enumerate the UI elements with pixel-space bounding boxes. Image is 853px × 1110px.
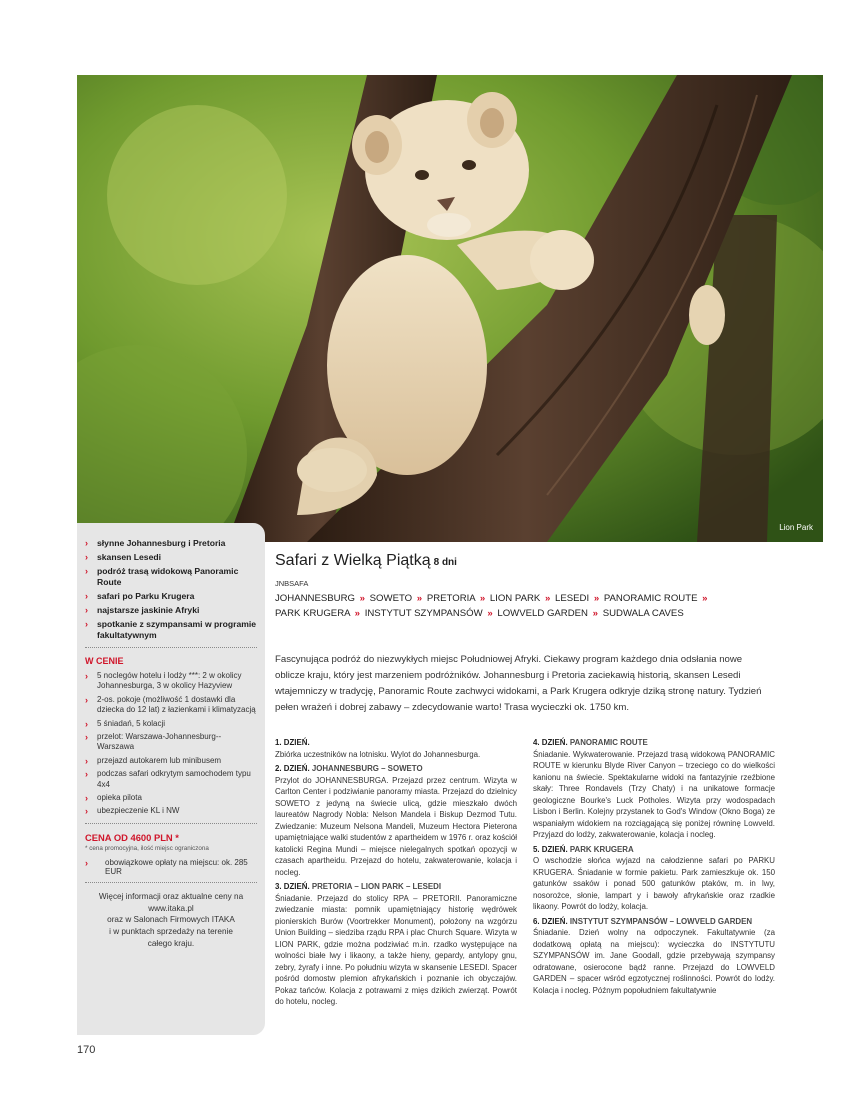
chevron-right-icon: › (85, 566, 88, 576)
day-description: Śniadanie. Dzień wolny na odpoczynek. Fakultatywnie (za dodatkową opłatą na miejscu): wycieczka do INSTYTUTU SZYMPANSÓW im. Jane Goodall, gdzie przebywają szympansy odratowane, osierocone bądź ranne. Przejazd do LOWVELD GARDEN – spacer wśród egzotycznej roślinności. Powrót do lodży. Kolacja i nocleg. Późnym popołudniem fakultatywnie (533, 928, 775, 995)
itinerary-right-column (533, 737, 775, 999)
chevron-right-icon: › (85, 591, 88, 601)
day-label: 5. DZIEŃ. (533, 844, 568, 854)
route-separator: » (592, 608, 599, 619)
route-stop: LION PARK (489, 593, 541, 604)
included-item: › podczas safari odkrytym samochodem typu 4x4 (85, 769, 251, 789)
day-name: JOHANNESBURG – SOWETO (309, 764, 423, 773)
day-name: INSTYTUT SZYMPANSÓW – LOWVELD GARDEN (567, 916, 753, 926)
day-label: 2. DZIEŃ. (275, 764, 310, 773)
price: CENA OD 4600 PLN * (85, 831, 179, 843)
day-label: 6. DZIEŃ. (533, 916, 568, 926)
included-item: › 5 śniadań, 5 kolacji (85, 718, 166, 729)
included-title: W CENIE (85, 656, 124, 666)
route-separator: » (359, 593, 365, 604)
highlight-item: › spotkanie z szympansami w programie fakultatywnym (85, 619, 257, 640)
route-stop: LESEDI (555, 593, 590, 604)
info-box: Więcej informacji oraz aktualne ceny na www.itaka.pl oraz w Salonach Firmowych ITAKA i w punktach sprzedaży na terenie całego kraju. (77, 891, 265, 950)
page-number: 170 (77, 1044, 96, 1056)
route-separator: » (593, 593, 600, 604)
day-heading (275, 881, 517, 893)
included-item: › przelot: Warszawa-Johannesburg--Warszawa (85, 732, 222, 752)
photo-credit: Lion Park (779, 523, 813, 532)
chevron-right-icon: › (85, 806, 88, 817)
highlights-list (77, 523, 265, 641)
chevron-right-icon: › (85, 732, 88, 743)
chevron-right-icon: › (85, 694, 88, 705)
included-list (77, 671, 265, 817)
sidebar (77, 523, 265, 1035)
hero-photo (77, 75, 823, 542)
included-item: › 2-os. pokoje (możliwość 1 dostawki dla dziecka do 12 lat) z łazienkami i klimatyzacją (85, 694, 256, 715)
page-title: Safari z Wielką Piątką 8 dni (275, 552, 457, 569)
highlight-item: › safari po Parku Krugera (85, 591, 195, 601)
itinerary-day (275, 881, 517, 1008)
itinerary-day (275, 737, 517, 760)
day-heading (533, 844, 775, 856)
lion-cub-image (77, 75, 823, 542)
day-heading (275, 763, 517, 775)
route-stop: PARK KRUGERA (275, 608, 350, 619)
included-item: › opieka pilota (85, 793, 142, 804)
route-stop: PRETORIA (426, 593, 476, 604)
day-label: 4. DZIEŃ. (533, 738, 568, 747)
route-stop: SUDWALA CAVES (602, 608, 684, 619)
chevron-right-icon: › (85, 857, 88, 868)
chevron-right-icon: › (85, 793, 88, 804)
day-heading (533, 737, 775, 749)
divider (85, 647, 257, 648)
chevron-right-icon: › (85, 718, 88, 729)
price-note: * cena promocyjna, ilość miejsc ograniczona (85, 844, 209, 852)
chevron-right-icon: › (85, 552, 88, 562)
route-stop: INSTYTUT SZYMPANSÓW (364, 608, 483, 619)
tour-code: JNBSAFA (275, 579, 309, 588)
duration: 8 dni (433, 557, 457, 568)
chevron-right-icon: › (85, 619, 88, 629)
intro-paragraph: Fascynująca podróż do niezwykłych miejsc Południowej Afryki. Ciekawy program każdego dnia odsłania nowe oblicze kraju, który jest marzeniem podróżników. Johannesburg i Pretoria zaciekawią historią, skansen Lesedi wtajemniczy w tradycję, Panoramic Route zachwyci widokami, a Park Krugera odkryje dziką stronę natury. Tydzień pełen wrażeń i dobrej zabawy – zdecydowanie warto! Trasa wycieczki ok. 1750 km. (275, 654, 762, 713)
route-stop: JOHANNESBURG (275, 593, 355, 604)
extra-fees: › obowiązkowe opłaty na miejscu: ok. 285 EUR (85, 857, 248, 876)
chevron-right-icon: › (85, 671, 88, 681)
itinerary-day (275, 763, 517, 878)
chevron-right-icon: › (85, 605, 88, 615)
day-heading (275, 737, 517, 749)
included-item: › 5 noclegów hotelu i lodży ***: 2 w okolicy Johannesburga, 3 w okolicy Hazyview (85, 671, 242, 691)
route-separator: » (354, 608, 361, 619)
route (275, 591, 775, 621)
route-stop: LOWVELD GARDEN (497, 608, 588, 619)
highlight-item: › podróż trasą widokową Panoramic Route (85, 566, 239, 587)
day-label: 3. DZIEŃ. (275, 882, 310, 891)
itinerary-day (533, 844, 775, 913)
day-heading (533, 916, 775, 928)
day-label: 1. DZIEŃ. (275, 738, 310, 747)
route-separator: » (487, 608, 493, 619)
route-stop: PANORAMIC ROUTE (603, 593, 698, 604)
chevron-right-icon: › (85, 769, 88, 780)
day-name: PRETORIA – LION PARK – LESEDI (309, 882, 442, 891)
included-item: › przejazd autokarem lub minibusem (85, 755, 222, 766)
route-separator: » (416, 593, 423, 604)
day-name: PANORAMIC ROUTE (567, 738, 648, 747)
day-description: Śniadanie. Przejazd do stolicy RPA – PRETORII. Panoramiczne zwiedzanie miasta: pomnik upamiętniający historię wędrówek pionierskich Burów (Voortrekker Monument), położony na wzgórzu Union Building – siedziba rządu RPA i plac Church Square. Wizyta w LION PARK, gdzie można podziwiać m.in. rzadko występujące na wolności białe lwy i likaony, a także hieny, gepardy, antylopy gnu, zebry, żyrafy i inne. Po południu wizyta w skansenie LESEDI. Spacer pośród domostw plemion afrykańskich i poznanie ich obyczajów. Pokaz tańców. Kolacja z potrawami z mięs dzikich zwierząt. Powrót do hotelu, nocleg. (275, 893, 517, 1006)
website-link[interactable]: www.itaka.pl (148, 903, 194, 913)
route-separator: » (545, 593, 551, 604)
itinerary-left-column (275, 737, 517, 1011)
route-stop: SOWETO (369, 593, 413, 604)
highlight-item: › najstarsze jaskinie Afryki (85, 605, 200, 615)
day-description: Śniadanie. Wykwaterowanie. Przejazd trasą widokową PANORAMIC ROUTE w kierunku Blyde River Canyon – trzeciego co do wielkości kanionu na świecie. Spektakularne widoki na fantazyjnie rzeźbione skały: Three Rondavels (Trzy Chaty) i na unikatowe formacje geologiczne Bourke's Luck Potholes. Wizyta przy wodospadach Lisbon i Berlin. Kolejny przystanek to God's Window (Okno Boga) ze wspaniałym widokiem na rozciągającą się poniżej równinę Lowveld. Przyjazd do lodży, zakwaterowanie, kolacja i nocleg. (533, 749, 775, 839)
highlight-item: › skansen Lesedi (85, 552, 162, 562)
route-separator: » (479, 593, 486, 604)
divider (85, 823, 257, 824)
included-item: › ubezpieczenie KL i NW (85, 806, 180, 817)
route-separator: » (702, 593, 708, 604)
chevron-right-icon: › (85, 538, 88, 548)
highlight-item: › słynne Johannesburg i Pretoria (85, 538, 226, 548)
chevron-right-icon: › (85, 755, 88, 766)
day-description: Przylot do JOHANNESBURGA. Przejazd przez centrum. Wizyta w Carlton Center i podziwianie panoramy miasta. Przejazd do dzielnicy SOWETO z jedyną na świecie ulicą, gdzie mieszkało dwóch laureatów Nagrody Nobla: Nelson Mandela i Biskup Dezmod Tutu. Zwiedzanie: Muzeum Nelsona Mandeli, Muzeum Hectora Pieterona upamiętniające walki studentów z apartheidem w 1976 r. oraz kościół katolicki Regina Mundi – miejsce nielegalnych spotkań opozycji w czasach apartheidu. Przejazd do hotelu, zakwaterowanie, kolacja i nocleg. (275, 775, 517, 877)
main-content (275, 552, 775, 621)
itinerary-day (533, 916, 775, 997)
day-description: Zbiórka uczestników na lotnisku. Wylot do Johannesburga. (275, 749, 481, 759)
day-name: PARK KRUGERA (567, 844, 634, 854)
itinerary-day (533, 737, 775, 841)
day-description: O wschodzie słońca wyjazd na całodzienne safari po PARKU KRUGERA. Śniadanie w formie pakietu. Park zamieszkuje ok. 150 gatunków ssaków i ponad 500 gatunków ptaków, m. in lwy, nosorożce, słonie, lampart y i bawoły afrykańskie oraz rzadkie likaony. Powrót do lodży, kolacja. (533, 856, 775, 911)
divider (85, 882, 257, 883)
